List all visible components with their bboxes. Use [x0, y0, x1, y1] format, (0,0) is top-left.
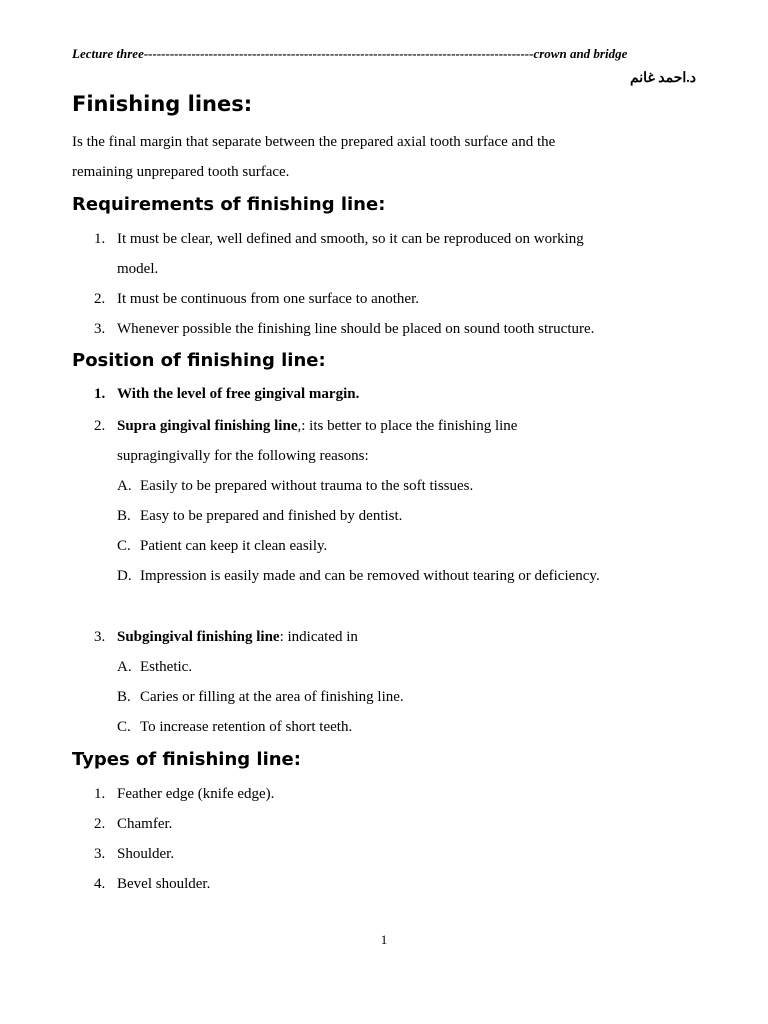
list-text: supragingivally for the following reasons:	[117, 448, 369, 464]
term-description: : indicated in	[279, 629, 358, 645]
list-number: 3.	[94, 321, 106, 337]
list-number: 2.	[94, 418, 106, 434]
sub-letter: B.	[117, 689, 131, 705]
intro-line-1: Is the final margin that separate between the prepared axial tooth surface and the	[72, 134, 556, 150]
header-left: Lecture three	[72, 46, 144, 61]
list-text: Bevel shoulder.	[117, 876, 211, 892]
bold-term: Subgingival finishing line	[117, 629, 280, 645]
list-text: model.	[117, 261, 159, 277]
list-number: 1.	[94, 386, 106, 402]
term-description: ,: its better to place the finishing line	[297, 418, 518, 434]
list-number: 2.	[94, 816, 106, 832]
sub-letter: C.	[117, 719, 131, 735]
sub-text: Impression is easily made and can be removed without tearing or deficiency.	[140, 568, 600, 584]
list-text: It must be clear, well defined and smooth, so it can be reproduced on working	[117, 231, 584, 247]
list-text	[117, 411, 517, 441]
types-heading: Types of finishing line:	[72, 749, 301, 770]
position-heading: Position of finishing line:	[72, 350, 326, 371]
sub-text: Esthetic.	[140, 659, 193, 675]
sub-text: Caries or filling at the area of finishing line.	[140, 689, 404, 705]
author-name: د.احمد غانم	[629, 71, 696, 86]
intro-line-2: remaining unprepared tooth surface.	[72, 164, 290, 180]
list-number: 3.	[94, 629, 106, 645]
list-text: Feather edge (knife edge).	[117, 786, 275, 802]
bold-term: Supra gingival finishing line	[117, 418, 298, 434]
sub-letter: D.	[117, 568, 132, 584]
list-number: 1.	[94, 786, 106, 802]
list-text: Whenever possible the finishing line should be placed on sound tooth structure.	[117, 321, 595, 337]
list-text: With the level of free gingival margin.	[117, 386, 360, 402]
header-dashes: ------------------------------------------------------------------------------------------	[143, 46, 534, 61]
sub-letter: B.	[117, 508, 131, 524]
sub-text: To increase retention of short teeth.	[140, 719, 353, 735]
list-number: 4.	[94, 876, 106, 892]
list-number: 3.	[94, 846, 106, 862]
requirements-heading: Requirements of finishing line:	[72, 194, 386, 215]
list-text	[117, 622, 358, 652]
sub-text: Patient can keep it clean easily.	[140, 538, 328, 554]
running-header	[72, 46, 688, 62]
sub-text: Easily to be prepared without trauma to the soft tissues.	[140, 478, 474, 494]
list-text: It must be continuous from one surface to another.	[117, 291, 420, 307]
header-right: crown and bridge	[533, 46, 628, 61]
list-text: Chamfer.	[117, 816, 173, 832]
list-number: 2.	[94, 291, 106, 307]
page-number: 1	[380, 932, 388, 947]
sub-letter: A.	[117, 659, 132, 675]
list-text: Shoulder.	[117, 846, 175, 862]
page-title: Finishing lines:	[72, 92, 253, 116]
list-number: 1.	[94, 231, 106, 247]
sub-letter: A.	[117, 478, 132, 494]
sub-letter: C.	[117, 538, 131, 554]
sub-text: Easy to be prepared and finished by dentist.	[140, 508, 403, 524]
